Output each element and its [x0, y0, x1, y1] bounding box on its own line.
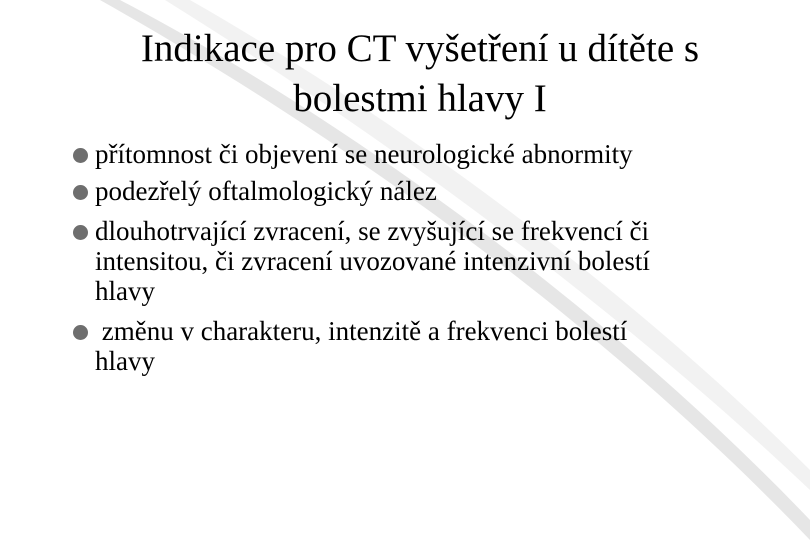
title-line-1: Indikace pro CT vyšetření u dítěte s [140, 27, 700, 70]
bullet-dot-icon [73, 325, 88, 340]
bullet-text: změnu v charakteru, intenzitě a frekvenci bolestí hlavy [95, 316, 628, 376]
bullet-dot-icon [73, 148, 88, 163]
bullet-text: dlouhotrvající zvracení, se zvyšující se frekvencí či intensitou, či zvracení uvozované intenzivní bolestí hlavy [95, 216, 650, 306]
title-line-2: bolestmi hlavy I [293, 77, 547, 120]
bullet-item [0, 138, 810, 171]
slide-title [40, 24, 800, 124]
bullet-item [0, 215, 810, 308]
bullet-item [0, 315, 810, 378]
bullet-item [0, 175, 810, 208]
bullet-list [0, 138, 810, 378]
bullet-text: přítomnost či objevení se neurologické abnormity [95, 139, 633, 169]
bullet-text: podezřelý oftalmologický nález [95, 176, 437, 206]
bullet-dot-icon [73, 225, 88, 240]
bullet-dot-icon [73, 185, 88, 200]
